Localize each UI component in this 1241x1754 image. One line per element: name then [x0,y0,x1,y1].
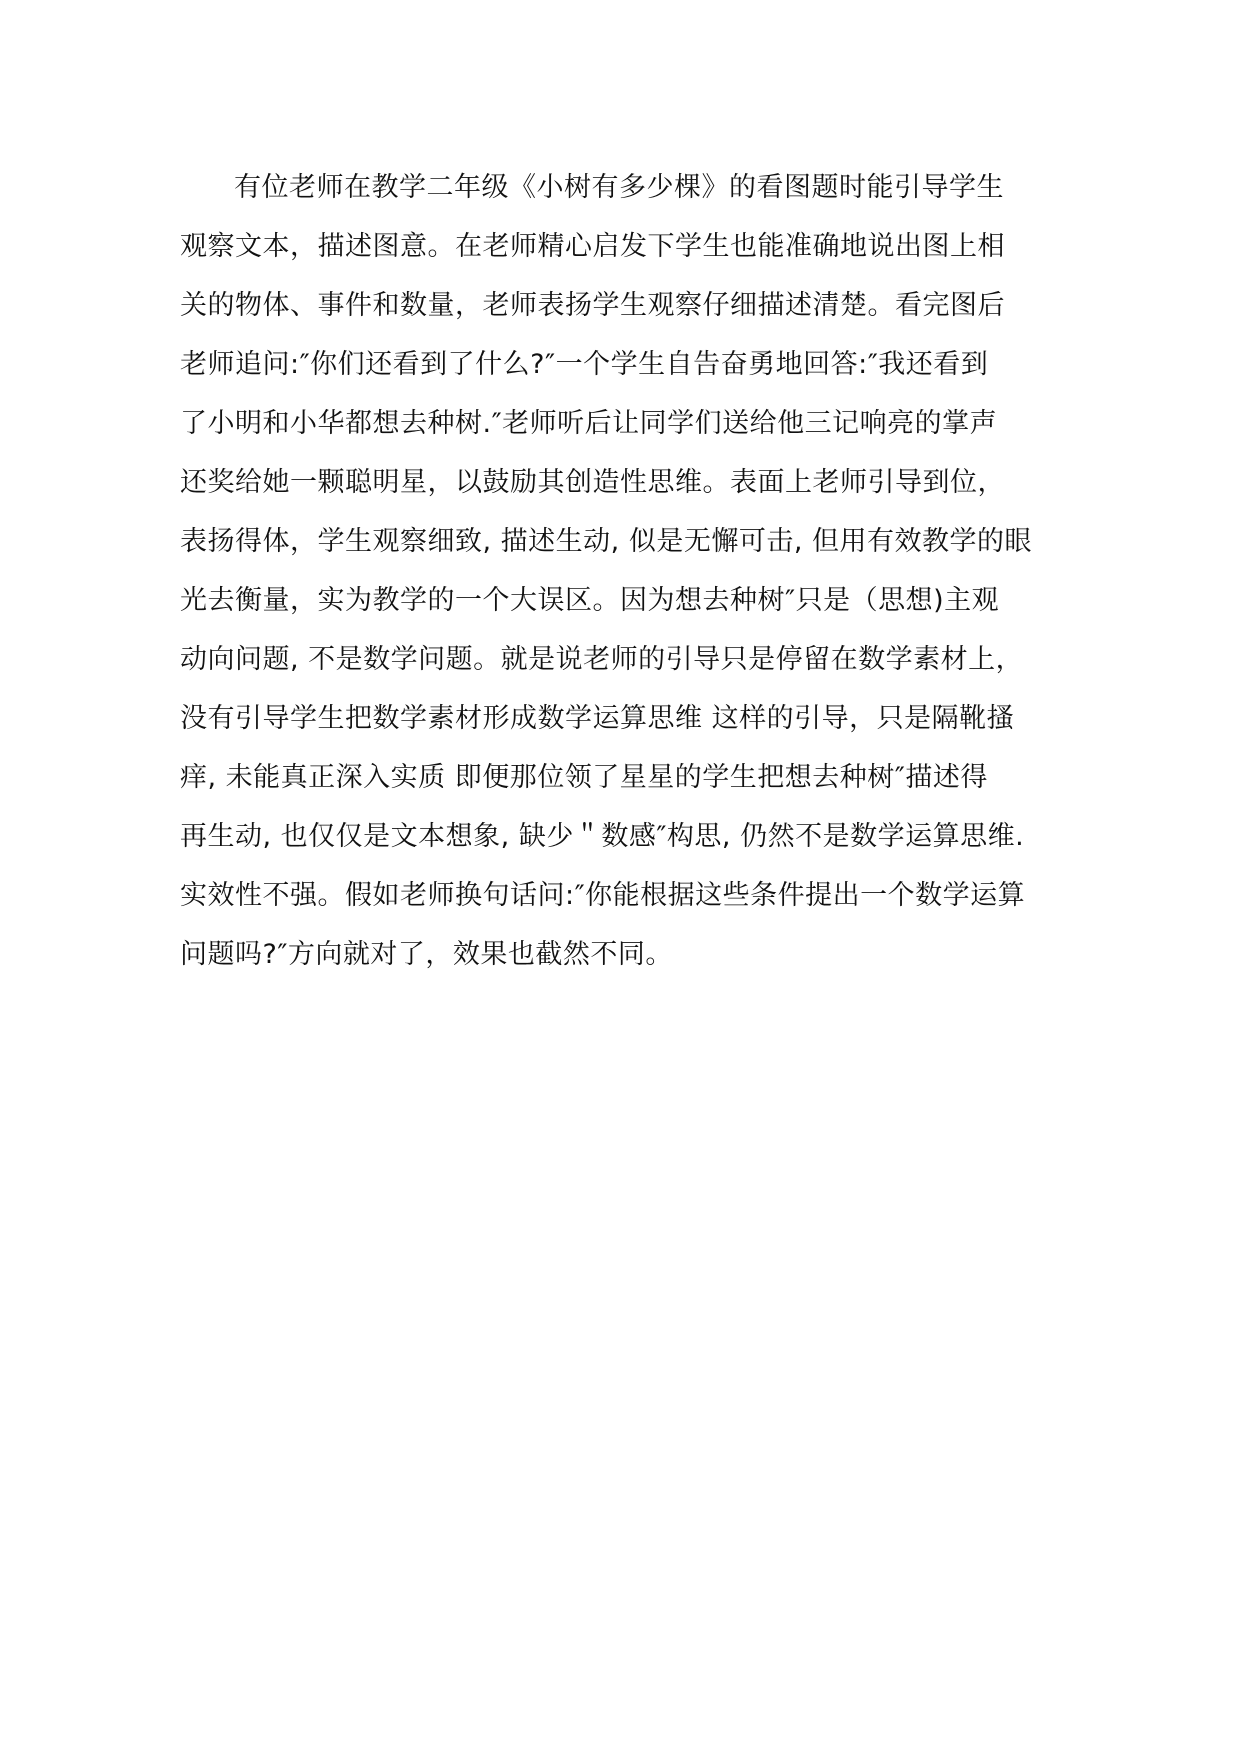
body-paragraph [180,158,1080,984]
paragraph-line: 再生动, 也仅仅是文本想象, 缺少＂数感″构思, 仍然不是数学运算思维. [180,821,1025,852]
paragraph-line: 实效性不强。假如老师换句话问:″你能根据这些条件提出一个数学运算 [180,880,1026,911]
paragraph-line: 观察文本，描述图意。在老师精心启发下学生也能准确地说出图上相 [180,231,1005,262]
paragraph-line: 光去衡量，实为教学的一个大误区。因为想去种树″只是（思想)主观 [180,585,1000,616]
paragraph-line: 没有引导学生把数学素材形成数学运算思维 这样的引导，只是隔靴搔 [180,703,1015,734]
paragraph-line: 还奖给她一颗聪明星，以鼓励其创造性思维。表面上老师引导到位， [180,467,1005,498]
paragraph-line: 动向问题, 不是数学问题。就是说老师的引导只是停留在数学素材上， [180,644,1024,675]
paragraph-line: 有位老师在教学二年级《小树有多少棵》的看图题时能引导学生 [234,172,1004,203]
paragraph-line: 老师追问:″你们还看到了什么?″一个学生自告奋勇地回答:″我还看到 [180,349,989,380]
paragraph-line: 表扬得体，学生观察细致, 描述生动, 似是无懈可击, 但用有效教学的眼 [180,526,1032,557]
paragraph-line: 问题吗?″方向就对了，效果也截然不同。 [180,939,673,970]
paragraph-line: 关的物体、事件和数量，老师表扬学生观察仔细描述清楚。看完图后 [180,290,1005,321]
paragraph-line: 痒, 未能真正深入实质 即便那位领了星星的学生把想去种树″描述得 [180,762,988,793]
paragraph-line: 了小明和小华都想去种树.″老师听后让同学们送给他三记响亮的掌声 [180,408,998,439]
